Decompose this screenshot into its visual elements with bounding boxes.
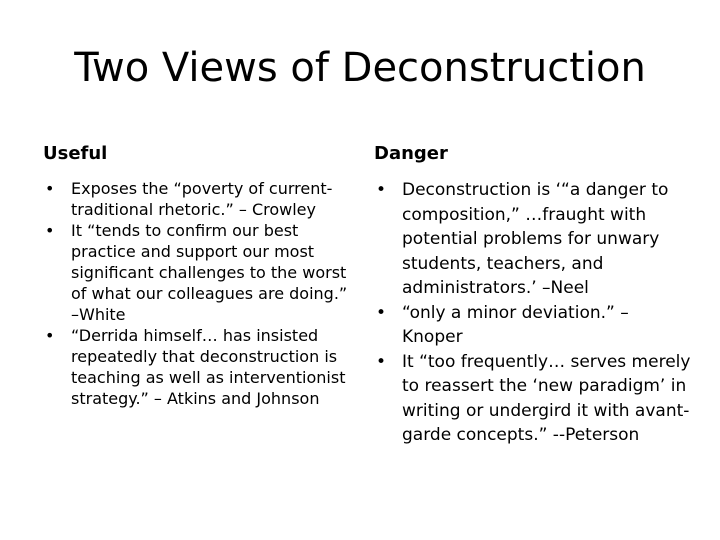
danger-column [374, 140, 694, 448]
bullet-item [374, 350, 694, 448]
bullet-text: Deconstruction is ‘“a danger to composition,” …fraught with potential problems for unwary students, teachers, and administrators.’ –Neel [402, 180, 669, 298]
bullet-item [374, 301, 694, 350]
useful-bullet-list [43, 178, 353, 409]
bullet-item [43, 178, 353, 220]
slide-title: Two Views of Deconstruction [74, 45, 646, 91]
bullet-text: Exposes the “poverty of current-traditional rhetoric.” – Crowley [71, 179, 333, 219]
bullet-item [43, 220, 353, 325]
useful-column [43, 140, 353, 409]
bullet-item [374, 178, 694, 301]
danger-bullet-list [374, 178, 694, 448]
bullet-marker: • [45, 221, 55, 240]
bullet-marker: • [376, 351, 387, 372]
useful-heading: Useful [43, 143, 108, 164]
bullet-marker: • [376, 302, 387, 323]
bullet-text: It “tends to confirm our best practice and support our most significant challenges to the worst of what our colleagues are doing.” –White [71, 221, 348, 324]
bullet-text: “only a minor deviation.” – Knoper [402, 302, 629, 347]
bullet-text: “Derrida himself… has insisted repeatedly that deconstruction is teaching as well as interventionist strategy.” – Atkins and Johnson [71, 326, 346, 408]
bullet-marker: • [45, 326, 55, 345]
bullet-marker: • [376, 180, 387, 200]
bullet-marker: • [45, 179, 55, 198]
danger-heading: Danger [374, 143, 448, 164]
bullet-text: It “too frequently… serves merely to reassert the ‘new paradigm’ in writing or undergird it with avant-garde concepts.” --Peterson [402, 351, 691, 445]
bullet-item [43, 325, 353, 409]
